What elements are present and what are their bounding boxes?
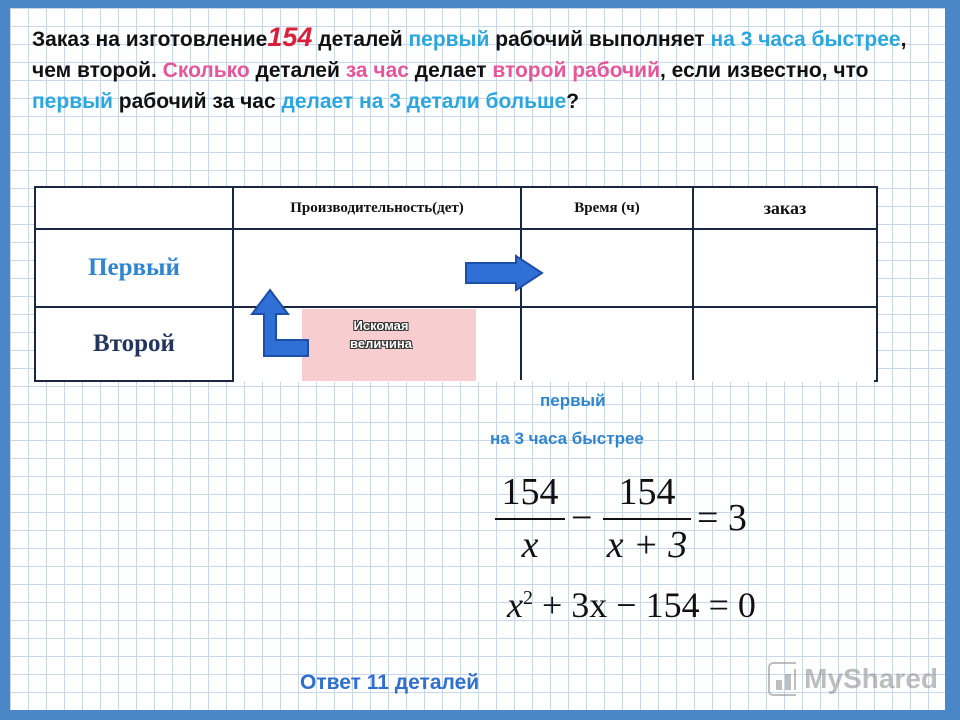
header-productivity: Производительность(дет) xyxy=(290,199,464,216)
logo-text: MyShared xyxy=(804,663,938,694)
problem-seg: рабочий выполняет xyxy=(489,28,711,51)
table-divider xyxy=(232,188,234,380)
problem-statement xyxy=(32,22,912,117)
equation-quadratic xyxy=(507,584,756,626)
header-time: Время (ч) xyxy=(574,199,640,216)
problem-seg: первый xyxy=(408,28,490,51)
problem-seg: делает xyxy=(408,59,493,82)
sought-label-line: Искомая xyxy=(353,318,409,333)
problem-seg: Сколько xyxy=(162,59,250,82)
quadratic-exponent: 2 xyxy=(522,587,533,609)
problem-seg: , если известно, что xyxy=(660,59,869,82)
fraction-denominator: x + 3 xyxy=(606,524,688,566)
table-divider xyxy=(692,188,694,380)
data-table xyxy=(34,186,878,382)
note-faster: на 3 часа быстрее xyxy=(490,429,644,448)
minus-sign: − xyxy=(571,497,593,539)
row-label-second: Второй xyxy=(93,330,175,357)
fraction-numerator: 154 xyxy=(501,471,559,513)
problem-seg: за час xyxy=(345,59,409,82)
problem-seg: Заказ на изготовление xyxy=(32,28,268,51)
problem-seg: рабочий за час xyxy=(112,90,282,113)
table-divider xyxy=(36,228,876,230)
quadratic-rest: + 3x − 154 = 0 xyxy=(541,585,756,625)
fraction-bar xyxy=(603,518,691,520)
bent-arrow-icon xyxy=(250,286,312,362)
equation-fractions xyxy=(495,470,775,570)
fraction-denominator: x xyxy=(521,524,539,566)
order-number: 154 xyxy=(267,22,313,52)
bar-chart-icon xyxy=(768,662,796,696)
fraction-bar xyxy=(495,518,565,520)
slide xyxy=(10,8,945,710)
row-label-first: Первый xyxy=(88,254,180,281)
problem-seg: ? xyxy=(566,90,580,113)
sought-label-line: величина xyxy=(350,336,412,351)
problem-seg: первый xyxy=(32,90,113,113)
problem-seg: деталей xyxy=(312,28,409,51)
problem-seg: , чем второй. xyxy=(32,28,907,82)
sought-value-box xyxy=(302,309,476,381)
quadratic-variable: x xyxy=(507,585,523,625)
answer: Ответ 11 деталей xyxy=(300,671,480,694)
right-arrow-icon xyxy=(464,254,546,292)
problem-seg: делает на 3 детали больше xyxy=(281,90,567,113)
equation-rhs: = 3 xyxy=(697,497,747,539)
table-divider xyxy=(36,306,876,308)
note-first: первый xyxy=(540,391,606,410)
logo xyxy=(768,659,938,699)
problem-seg: на 3 часа быстрее xyxy=(710,28,901,51)
fraction-numerator: 154 xyxy=(618,471,676,513)
problem-seg: деталей xyxy=(249,59,346,82)
sought-value-label xyxy=(336,317,426,353)
header-order: заказ xyxy=(763,197,807,218)
problem-seg: второй рабочий xyxy=(492,59,661,82)
